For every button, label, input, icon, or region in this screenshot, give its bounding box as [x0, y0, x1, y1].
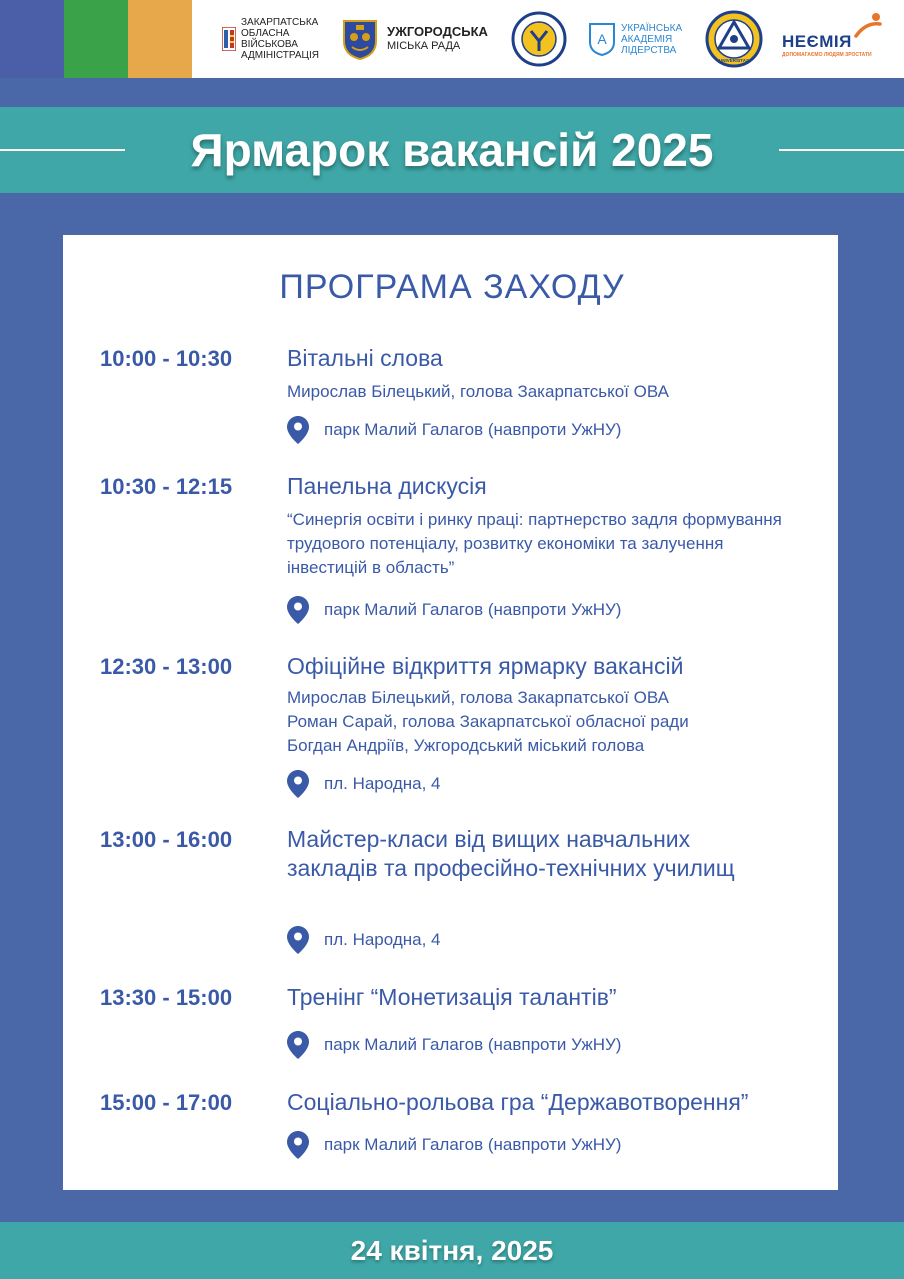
- neemia-figure-icon: [852, 12, 884, 38]
- city-coat-of-arms-icon: [338, 17, 382, 61]
- event-title: Соціально-рольова гра “Державотворення”: [287, 1089, 749, 1115]
- academy-name: [621, 23, 682, 56]
- event-title: Офіційне відкриття ярмарку вакансій: [287, 653, 684, 679]
- employment-service-logo: [511, 10, 567, 68]
- university-emblem-icon: [705, 10, 763, 68]
- event-description-line: Роман Сарай, голова Закарпатської обласної ради: [287, 712, 689, 731]
- academy-name-line: АКАДЕМІЯ: [621, 33, 673, 45]
- event-time: 15:00 - 17:00: [100, 1090, 233, 1115]
- map-pin-icon: [287, 1131, 309, 1159]
- title-rule-right: [779, 149, 904, 151]
- academy-letter: A: [597, 31, 607, 47]
- neemia-name: НЕЄМІЯ: [782, 32, 852, 51]
- event-title: Вітальні слова: [287, 345, 443, 371]
- event-title: Панельна дискусія: [287, 473, 487, 499]
- academy-shield-icon: [588, 22, 616, 56]
- event-time: 10:00 - 10:30: [100, 346, 233, 371]
- event-location-text: пл. Народна, 4: [324, 774, 441, 793]
- map-pin-icon: [287, 416, 309, 444]
- green-stripe: [64, 0, 128, 78]
- academy-name-line: УКРАЇНСЬКА: [621, 22, 683, 34]
- event-location: [287, 1031, 621, 1059]
- oda-logo: [222, 10, 319, 68]
- map-pin-icon: [287, 770, 309, 798]
- oda-name-line: АДМІНІСТРАЦІЯ: [241, 50, 319, 61]
- event-location-text: парк Малий Галагов (навпроти УжНУ): [324, 1035, 622, 1054]
- map-pin-icon: [287, 1031, 309, 1059]
- orange-stripe: [128, 0, 192, 78]
- event-description: “Синергія освіти і ринку праці: партнерство задля формування трудового потенціалу, розвитку економіки та залучення інвестицій в область”: [287, 510, 782, 577]
- event-time: 13:30 - 15:00: [100, 985, 233, 1010]
- oda-name-line: ВІЙСЬКОВА: [241, 39, 298, 50]
- event-location-text: парк Малий Галагов (навпроти УжНУ): [324, 1135, 622, 1154]
- event-location: [287, 926, 441, 954]
- city-council-logo: [338, 10, 488, 68]
- oda-name-line: ЗАКАРПАТСЬКА: [241, 17, 319, 28]
- event-description-line: Богдан Андріїв, Ужгородський міський голова: [287, 736, 645, 755]
- city-name-line: УЖГОРОДСЬКА: [387, 24, 488, 39]
- map-pin-icon: [287, 926, 309, 954]
- employment-service-emblem-icon: [511, 11, 567, 67]
- logo-strip: [0, 0, 904, 78]
- event-location-text: пл. Народна, 4: [324, 930, 441, 949]
- city-name-line: МІСЬКА РАДА: [387, 40, 461, 52]
- event-time: 10:30 - 12:15: [100, 474, 233, 499]
- event-description: [287, 686, 832, 758]
- neemia-logo: [782, 10, 886, 68]
- event-location: [287, 1131, 621, 1159]
- event-location-text: парк Малий Галагов (навпроти УжНУ): [324, 600, 622, 619]
- academy-name-line: ЛІДЕРСТВА: [621, 44, 677, 56]
- neemia-tagline: ДОПОМАГАЄМО ЛЮДЯМ ЗРОСТАТИ: [782, 52, 872, 58]
- event-time: 13:00 - 16:00: [100, 827, 233, 852]
- blue-stripe: [0, 0, 64, 78]
- event-description: Мирослав Білецький, голова Закарпатської ОВА: [287, 382, 670, 401]
- oda-coat-of-arms-icon: [222, 27, 236, 51]
- event-title: Майстер-класи від вищих навчальних закладів та професійно-технічних училищ: [287, 826, 735, 881]
- event-date: 24 квітня, 2025: [0, 1222, 904, 1279]
- event-description-line: Мирослав Білецький, голова Закарпатської ОВА: [287, 688, 670, 707]
- event-location-text: парк Малий Галагов (навпроти УжНУ): [324, 420, 622, 439]
- event-title: Тренінг “Монетизація талантів”: [287, 984, 617, 1010]
- event-location: [287, 770, 441, 798]
- oda-name: [241, 17, 319, 61]
- city-council-name: [387, 25, 488, 53]
- program-heading: ПРОГРАМА ЗАХОДУ: [279, 268, 625, 306]
- oda-name-line: ОБЛАСНА: [241, 28, 290, 39]
- university-emblem-text: UNIVERSITAS: [719, 58, 749, 63]
- title-rule-left: [0, 149, 125, 151]
- page-title: Ярмарок вакансій 2025: [190, 124, 714, 176]
- neemia-wordmark: [782, 10, 886, 68]
- leadership-academy-logo: [588, 10, 682, 68]
- map-pin-icon: [287, 596, 309, 624]
- university-logo: [705, 10, 763, 68]
- event-time: 12:30 - 13:00: [100, 654, 233, 679]
- event-location: [287, 416, 621, 444]
- event-location: [287, 596, 621, 624]
